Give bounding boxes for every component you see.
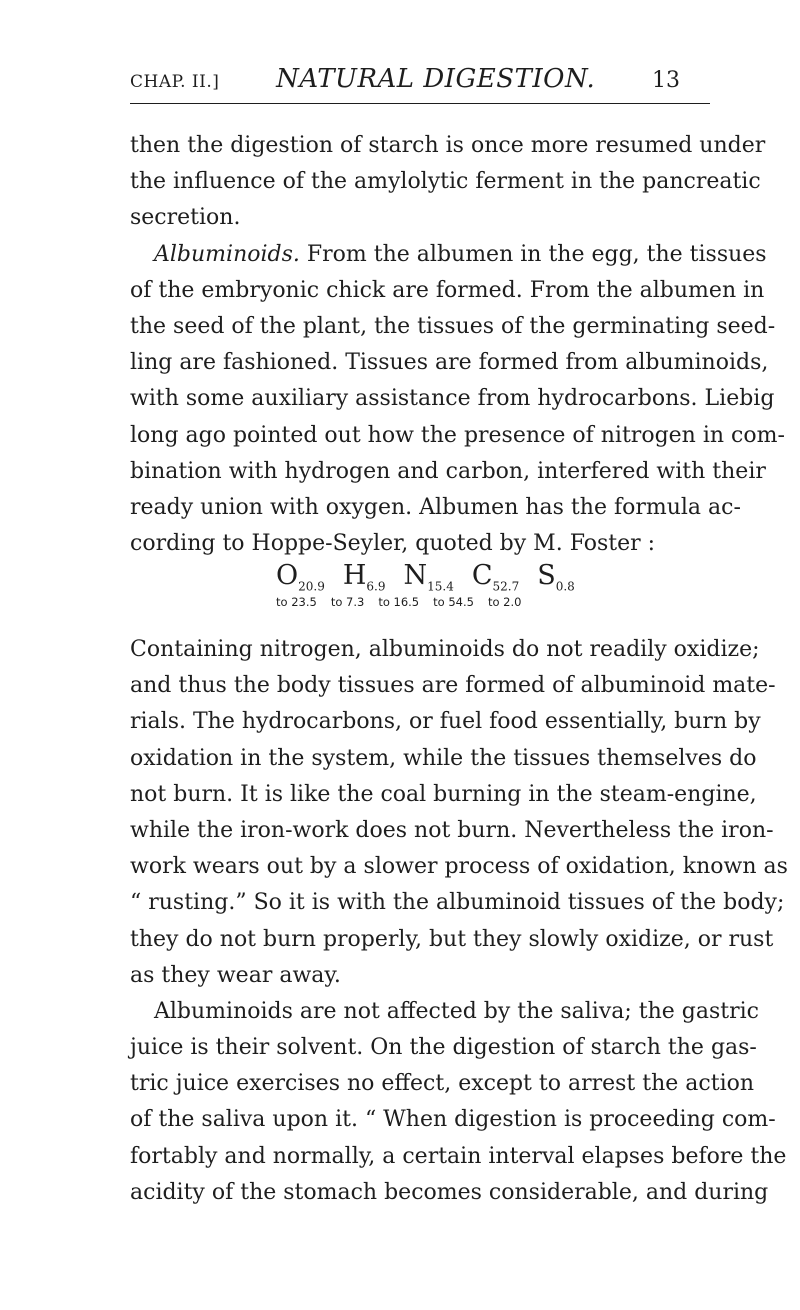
formula-range: to 54.5 [433,595,474,610]
text-line: ling are fashioned. Tissues are formed from albuminoids, [130,350,769,376]
text-line: acidity of the stomach becomes considerable, and during [130,1179,769,1205]
text-line: ready union with oxygen. Albumen has the formula ac- [130,494,741,520]
formula-elements [276,560,676,593]
text-line: and thus the body tissues are formed of albuminoid mate- [130,673,776,699]
text-line: secretion. [130,205,241,231]
text-line: fortably and normally, a certain interval elapses before the [130,1143,787,1169]
text-line-rest: From the albumen in the egg, the tissues [306,241,767,267]
text-line: Albuminoids are not affected by the saliva; the gastric [154,998,759,1024]
text-line: work wears out by a slower process of oxidation, known as [130,854,788,880]
text-line: bination with hydrogen and carbon, interfered with their [130,458,766,484]
formula-element: $S_{0.8}$ [537,560,575,594]
running-head [130,64,680,104]
body-text-top [130,128,785,562]
text-line: oxidation in the system, while the tissues themselves do [130,745,757,771]
formula-element: $H_{6.9}$ [342,560,386,594]
text-line: they do not burn properly, but they slowly oxidize, or rust [130,926,774,952]
formula-range: to 16.5 [378,595,420,610]
text-line: tric juice exercises no effect, except to arrest the action [130,1071,755,1097]
text-line: rials. The hydrocarbons, or fuel food essentially, burn by [130,709,761,735]
text-line: not burn. It is like the coal burning in the steam-engine, [130,781,757,807]
formula-range: to 23.5 [276,595,317,610]
formula-range: to 2.0 [487,595,522,610]
section-lead: Albuminoids. [154,241,300,267]
text-line: then the digestion of starch is once more resumed under [130,133,766,158]
page-number: 13 [652,68,680,93]
formula-ranges [276,595,676,609]
header-rule [130,103,710,104]
running-title: NATURAL DIGESTION. [276,64,596,94]
formula-element: $C_{52.7}$ [471,560,520,594]
albumen-formula [276,560,676,626]
text-line [130,237,767,273]
text-line: long ago pointed out how the presence of nitrogen in com- [130,422,785,448]
text-line: while the iron-work does not burn. Nevertheless the iron- [130,817,774,843]
formula-element: $N_{15.4}$ [403,560,454,594]
text-line: Containing nitrogen, albuminoids do not readily oxidize; [130,637,760,662]
text-line: as they wear away. [130,962,341,988]
text-line: cording to Hoppe-Seyler, quoted by M. Foster : [130,531,656,557]
text-line: with some auxiliary assistance from hydrocarbons. Liebig [130,386,775,412]
text-line: the seed of the plant, the tissues of the germinating seed- [130,313,776,339]
text-line: the influence of the amylolytic ferment in the pancreatic [130,169,761,195]
formula-element: $O_{20.9}$ [276,560,325,594]
chapter-label: CHAP. II.] [130,72,220,92]
formula-range: to 7.3 [330,595,365,610]
text-line: of the saliva upon it. “ When digestion is proceeding com- [130,1107,776,1133]
text-line: juice is their solvent. On the digestion of starch the gas- [130,1035,757,1061]
body-text-bottom [130,632,788,1211]
text-line: “ rusting.” So it is with the albuminoid tissues of the body; [130,890,785,916]
text-line: of the embryonic chick are formed. From the albumen in [130,277,765,303]
